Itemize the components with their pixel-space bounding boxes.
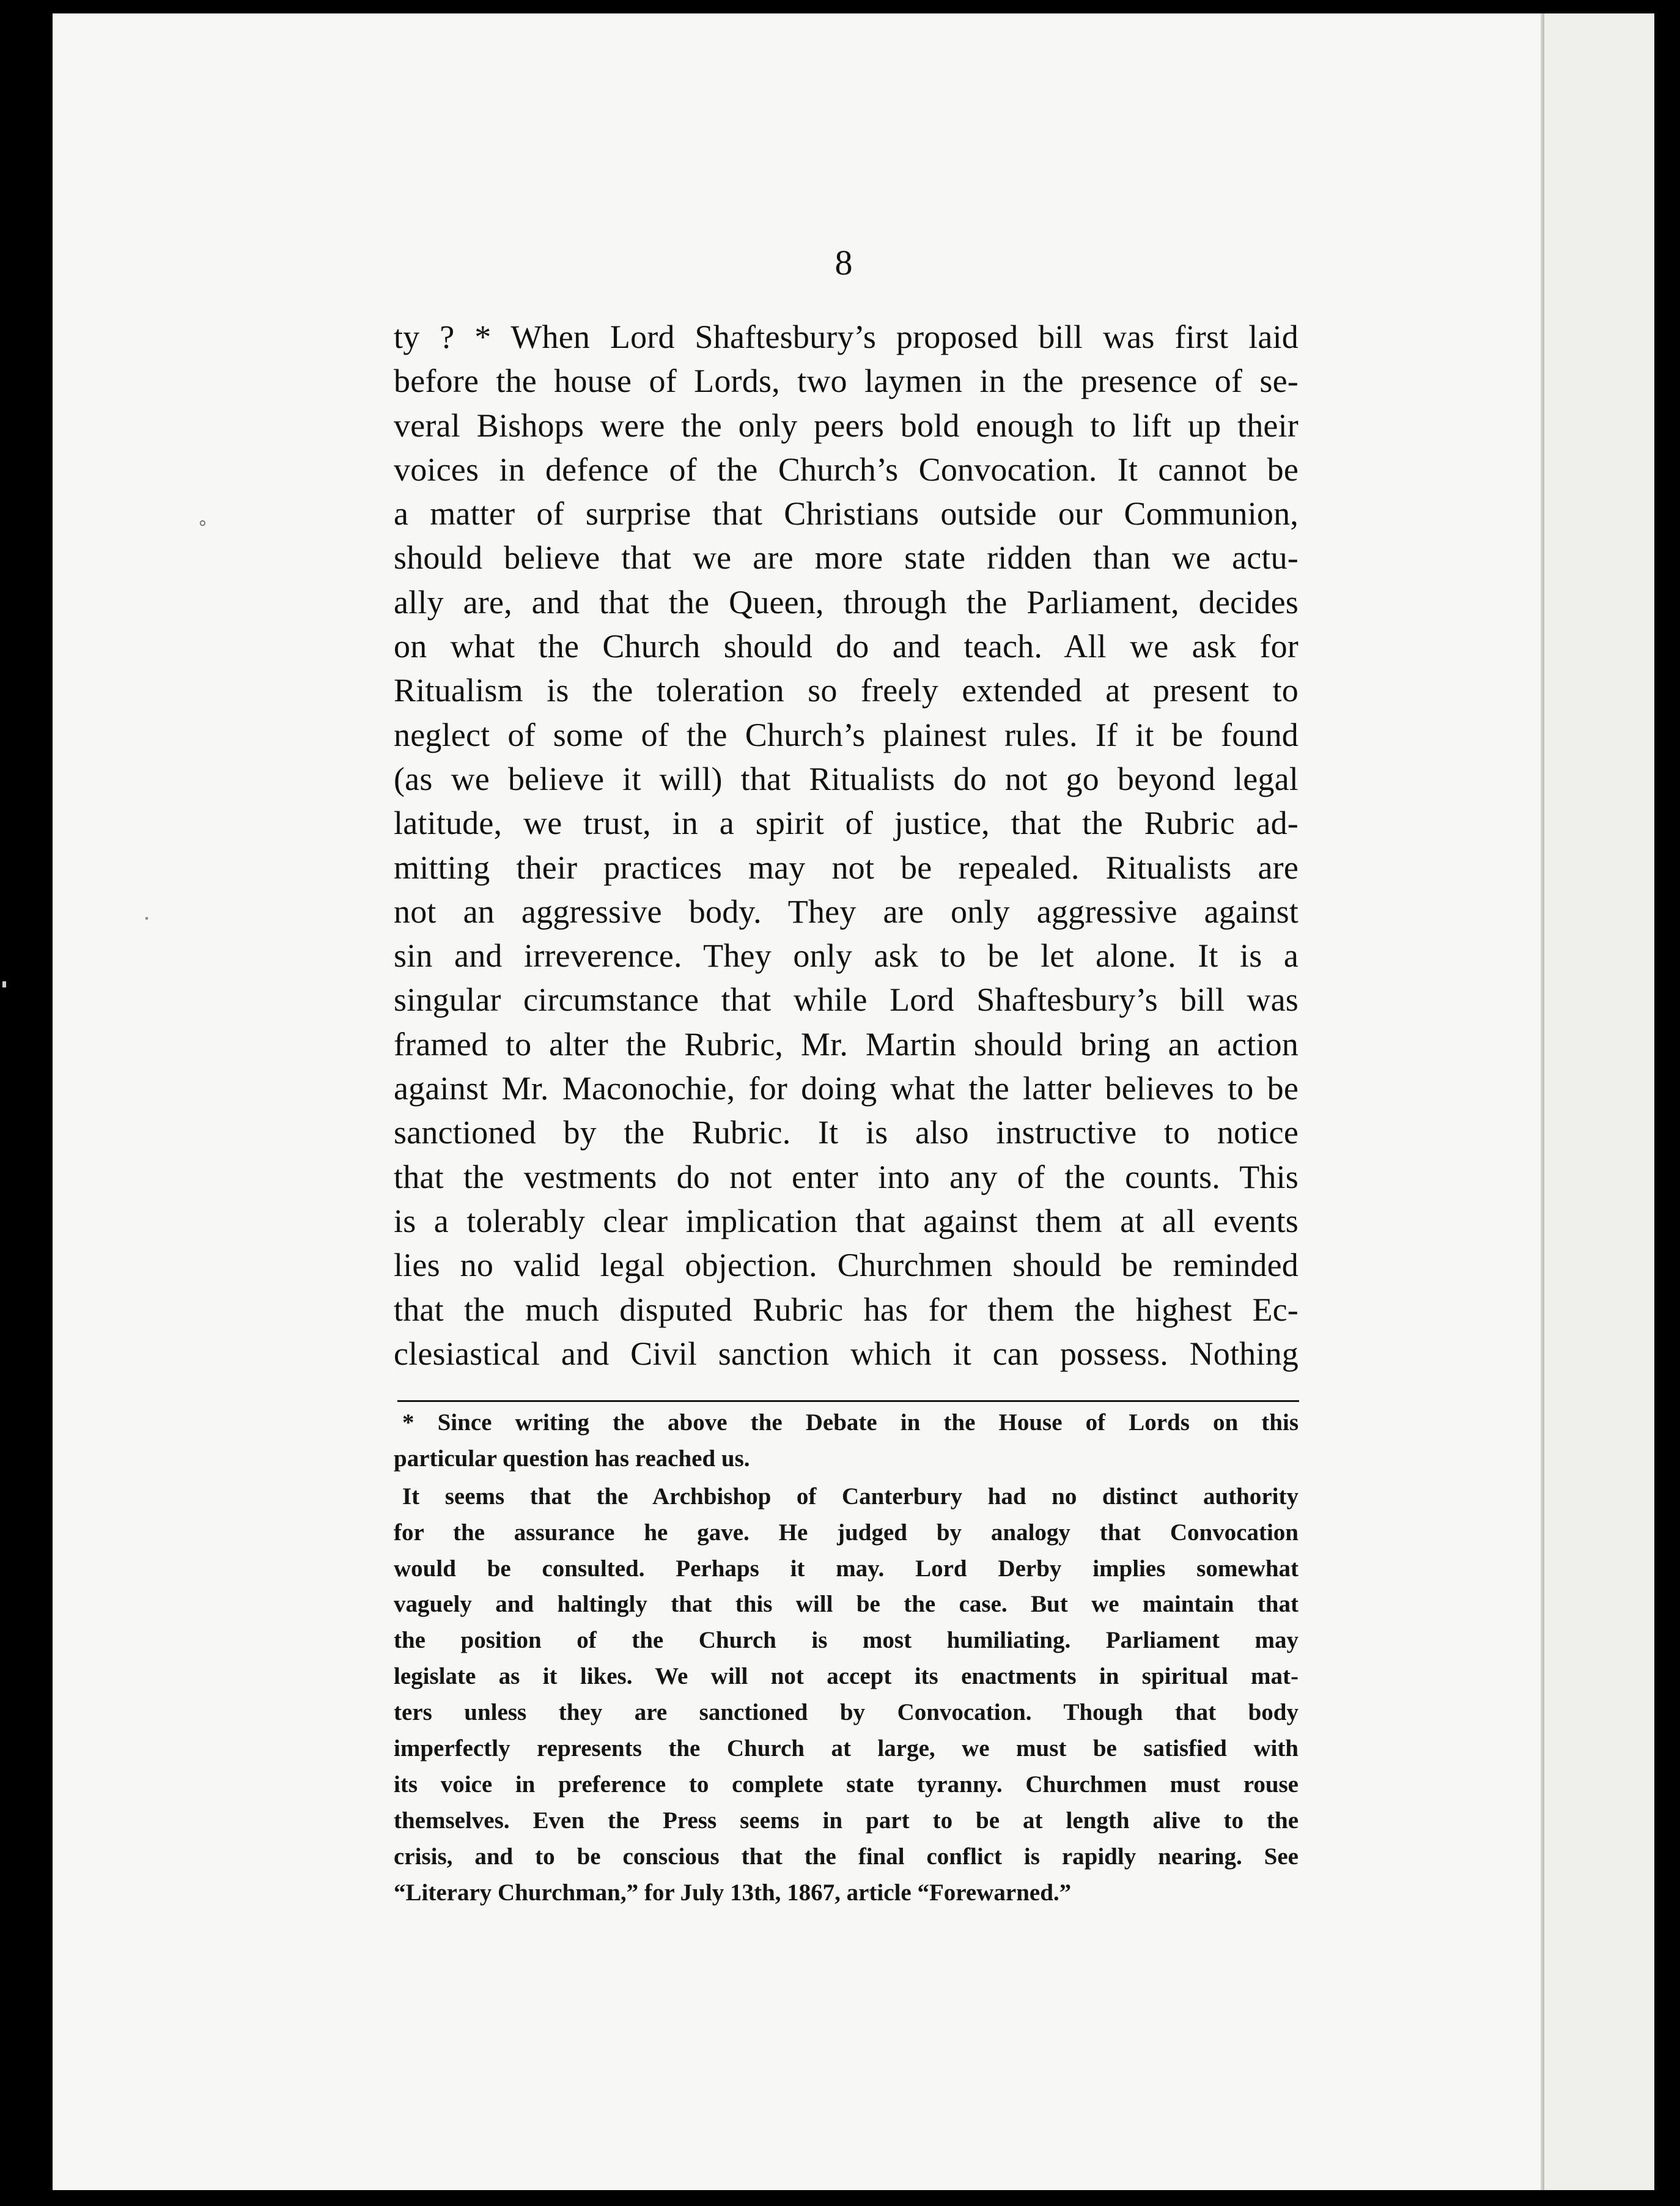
body-line: clesiastical and Civil sanction which it can possess. Nothing [394,1335,1299,1372]
body-line: Ritualism is the toleration so freely extended at present to [394,672,1299,709]
body-line: voices in defence of the Church’s Convocation. It cannot be [394,451,1299,488]
footnote-line: the position of the Church is most humiliating. Parliament may [394,1627,1299,1654]
margin-speck [146,917,148,920]
page-number: 8 [834,243,853,282]
body-line: ty ? * When Lord Shaftesbury’s proposed bill was first laid [394,319,1299,355]
body-line: against Mr. Maconochie, for doing what the latter believes to be [394,1070,1299,1107]
body-line: that the much disputed Rubric has for them the highest Ec- [394,1291,1299,1328]
body-line: framed to alter the Rubric, Mr. Martin should bring an action [394,1025,1299,1063]
footnote-line: * Since writing the above the Debate in the House of Lords on this [402,1409,1299,1436]
body-line: mitting their practices may not be repealed. Ritualists are [394,849,1299,886]
body-line: neglect of some of the Church’s plainest rules. If it be found [394,716,1299,753]
body-line: a matter of surprise that Christians outside our Communion, [394,495,1299,533]
footnote-line: for the assurance he gave. He judged by analogy that Convocation [394,1519,1299,1546]
body-line: is a tolerably clear implication that against them at all events [394,1202,1299,1239]
body-line: before the house of Lords, two laymen in the presence of se- [394,363,1299,400]
footnote-line: vaguely and haltingly that this will be the case. But we maintain that [394,1591,1299,1618]
body-line: lies no valid legal objection. Churchmen should be reminded [394,1247,1299,1284]
footnote-line: would be consulted. Perhaps it may. Lord Derby implies somewhat [394,1555,1299,1582]
footnote-line: its voice in preference to complete state tyranny. Churchmen must rouse [394,1771,1299,1798]
body-text [394,315,1299,1376]
body-line: on what the Church should do and teach. All we ask for [394,628,1299,665]
body-line: veral Bishops were the only peers bold enough to lift up their [394,407,1299,444]
body-line: sin and irreverence. They only ask to be let alone. It is a [394,937,1299,975]
border-speck [2,981,6,987]
footnote-line: crisis, and to be conscious that the final conflict is rapidly nearing. See [394,1843,1299,1870]
footnote-line: legislate as it likes. We will not accept its enactments in spiritual mat- [394,1663,1299,1690]
body-line: ally are, and that the Queen, through the Parliament, decides [394,583,1299,621]
body-line: latitude, we trust, in a spirit of justice, that the Rubric ad- [394,805,1299,842]
margin-stray-mark: ∘ [197,512,208,534]
footnote [394,1405,1299,1911]
body-line: (as we believe it will) that Ritualists do not go beyond legal [394,760,1299,797]
body-line: sanctioned by the Rubric. It is also instructive to notice [394,1114,1299,1151]
footnote-line: particular question has reached us. [394,1445,750,1472]
footnote-line: It seems that the Archbishop of Canterbury had no distinct authority [402,1483,1299,1510]
body-line: that the vestments do not enter into any of the counts. This [394,1158,1299,1195]
body-line: singular circumstance that while Lord Shaftesbury’s bill was [394,981,1299,1019]
footnote-rule [397,1400,1299,1402]
footnote-line: “Literary Churchman,” for July 13th, 1867, article “Forewarned.” [394,1879,1072,1906]
body-line: should believe that we are more state ridden than we actu- [394,539,1299,577]
next-page-edge [1544,13,1654,2190]
body-line: not an aggressive body. They are only aggressive against [394,893,1299,930]
footnote-line: imperfectly represents the Church at large, we must be satisfied with [394,1735,1299,1762]
footnote-line: ters unless they are sanctioned by Convocation. Though that body [394,1699,1299,1726]
footnote-line: themselves. Even the Press seems in part to be at length alive to the [394,1807,1299,1834]
